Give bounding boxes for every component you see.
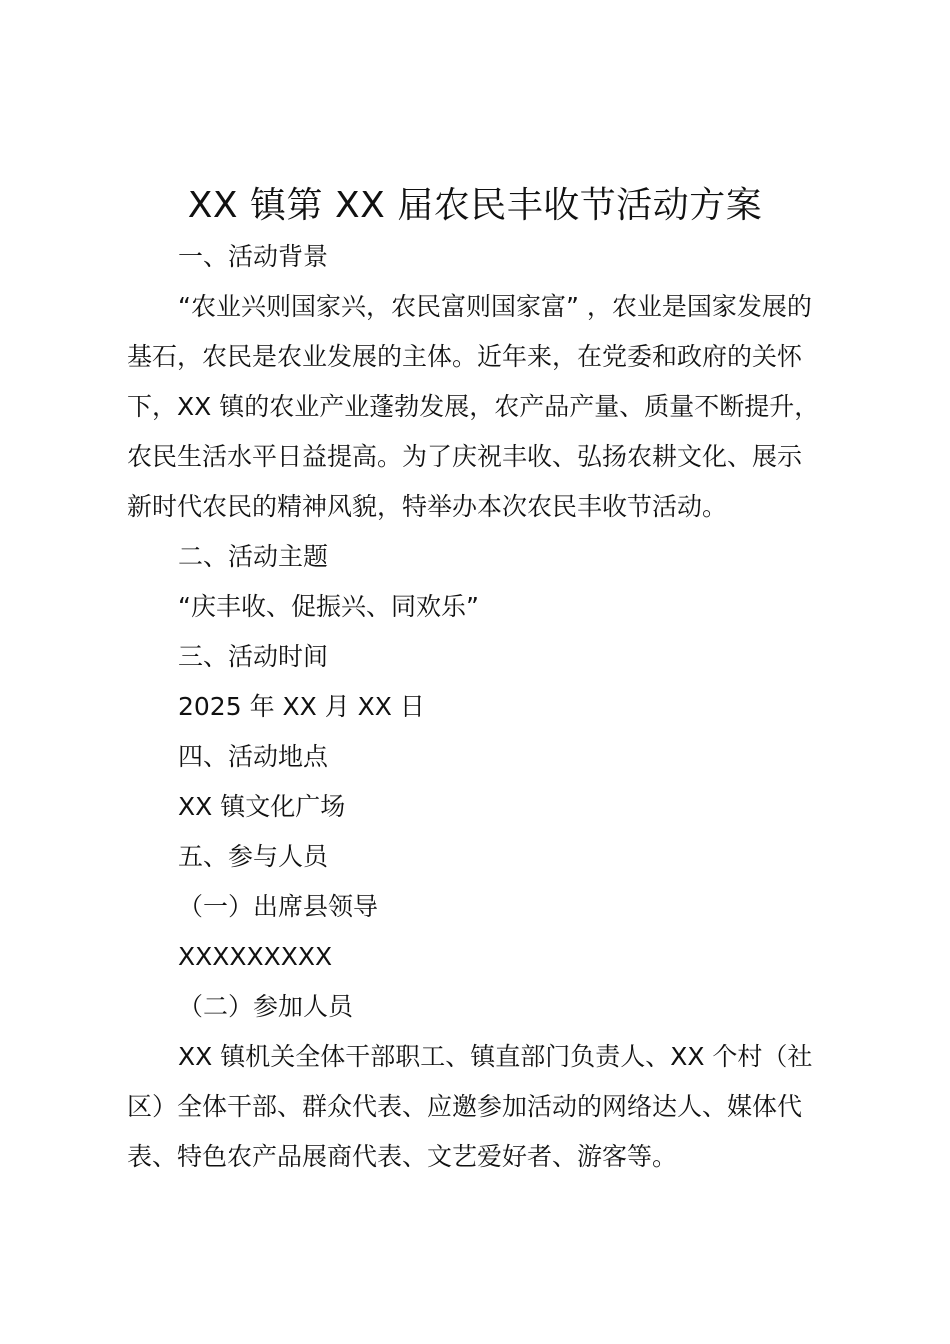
paragraph-line: 农民生活水平日益提高。为了庆祝丰收、弘扬农耕文化、展示 bbox=[127, 442, 803, 471]
paragraph-line: “农业兴则国家兴，农民富则国家富” ，农业是国家发展的 bbox=[178, 292, 812, 321]
paragraph-line: 新时代农民的精神风貌，特举办本次农民丰收节活动。 bbox=[127, 492, 728, 521]
paragraph-line: XX 镇机关全体干部职工、镇直部门负责人、XX 个村（社 bbox=[178, 1042, 813, 1071]
paragraph-line: 下，XX 镇的农业产业蓬勃发展，农产品产量、质量不断提升， bbox=[127, 392, 820, 421]
document-body bbox=[127, 232, 837, 1182]
section-heading-location: 四、活动地点 bbox=[178, 742, 329, 771]
event-location: XX 镇文化广场 bbox=[178, 792, 346, 821]
subheading-attendees: （二）参加人员 bbox=[178, 992, 354, 1021]
document-title: XX 镇第 XX 届农民丰收节活动方案 bbox=[187, 185, 763, 226]
subheading-leaders: （一）出席县领导 bbox=[178, 892, 379, 921]
theme-text: “庆丰收、促振兴、同欢乐” bbox=[178, 592, 479, 621]
section-heading-time: 三、活动时间 bbox=[178, 642, 329, 671]
event-date: 2025 年 XX 月 XX 日 bbox=[178, 692, 425, 721]
section-heading-background: 一、活动背景 bbox=[178, 242, 329, 271]
paragraph-line: 区）全体干部、群众代表、应邀参加活动的网络达人、媒体代 bbox=[127, 1092, 803, 1121]
paragraph-line: 基石，农民是农业发展的主体。近年来，在党委和政府的关怀 bbox=[127, 342, 803, 371]
section-heading-theme: 二、活动主题 bbox=[178, 542, 329, 571]
section-heading-participants: 五、参与人员 bbox=[178, 842, 329, 871]
paragraph-line: 表、特色农产品展商代表、文艺爱好者、游客等。 bbox=[127, 1142, 678, 1171]
leaders-placeholder: XXXXXXXXX bbox=[178, 942, 333, 971]
